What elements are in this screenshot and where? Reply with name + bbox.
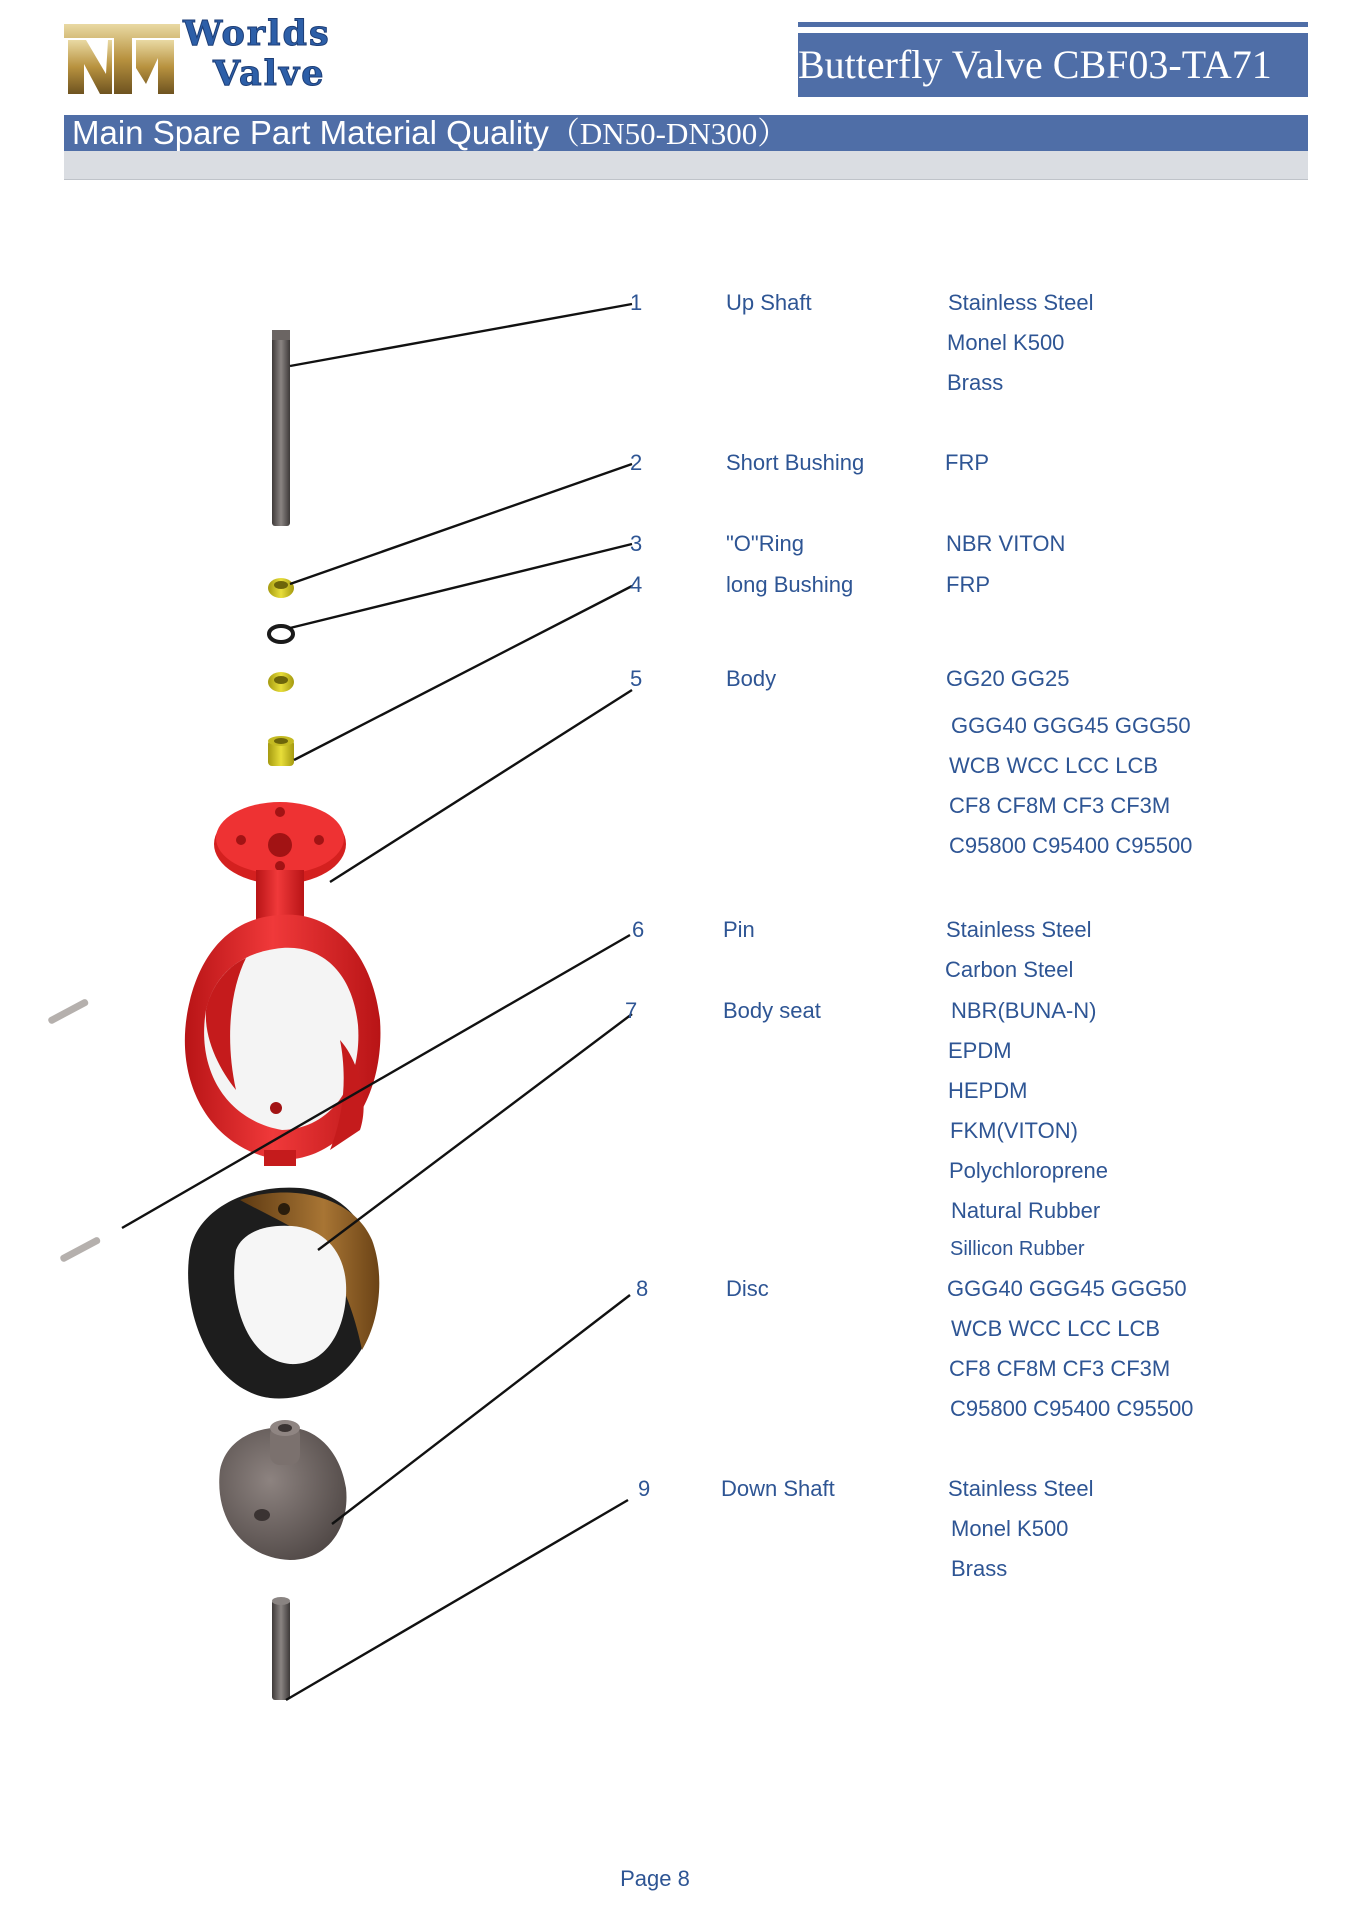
part-material: Stainless Steel: [948, 1476, 1094, 1501]
part-name: Short Bushing: [726, 450, 865, 475]
leader-line-2: [290, 464, 632, 584]
body-seat-part: [188, 1188, 379, 1399]
down-shaft-part: [272, 1597, 290, 1700]
part-material: FRP: [946, 572, 990, 597]
part-material: Carbon Steel: [945, 957, 1074, 982]
part-material: NBR(BUNA-N): [951, 998, 1097, 1023]
valve-body-part: [185, 802, 381, 1166]
part-material: FRP: [945, 450, 989, 475]
bushing-part: [268, 672, 294, 692]
o-ring-part: [269, 626, 293, 642]
part-material: Brass: [951, 1556, 1008, 1581]
short-bushing-part: [268, 578, 294, 598]
leader-line-4: [294, 586, 632, 760]
part-name: Body seat: [723, 998, 821, 1023]
part-number: 2: [630, 450, 643, 475]
part-name: "O"Ring: [726, 531, 804, 556]
logo-line-1: Worlds: [183, 13, 331, 54]
part-material: Stainless Steel: [946, 917, 1092, 942]
part-material: NBR VITON: [946, 531, 1066, 556]
page-number: Page 8: [620, 1866, 690, 1891]
part-number: 9: [638, 1476, 651, 1501]
pin-part: [59, 1236, 101, 1263]
part-name: Pin: [723, 917, 755, 942]
part-number: 6: [632, 917, 645, 942]
part-material: C95800 C95400 C95500: [949, 833, 1193, 858]
part-name: Disc: [726, 1276, 769, 1301]
leader-line-8: [332, 1295, 630, 1524]
part-number: 5: [630, 666, 643, 691]
part-number: 4: [630, 572, 643, 597]
part-material: Sillicon Rubber: [950, 1238, 1085, 1260]
part-material: CF8 CF8M CF3 CF3M: [949, 1356, 1171, 1381]
section-range: （DN50-DN300）: [548, 116, 789, 151]
part-number: 3: [630, 531, 643, 556]
part-number: 8: [636, 1276, 649, 1301]
part-material: Polychloroprene: [949, 1158, 1108, 1183]
section-title: Main Spare Part Material Quality: [72, 114, 549, 151]
part-material: Stainless Steel: [948, 290, 1094, 315]
part-material: EPDM: [948, 1038, 1012, 1063]
disc-part: [219, 1420, 346, 1560]
leader-line-1: [290, 304, 632, 366]
part-name: Up Shaft: [726, 290, 812, 315]
part-material: GGG40 GGG45 GGG50: [947, 1276, 1187, 1301]
pin-part: [47, 998, 89, 1025]
part-material: CF8 CF8M CF3 CF3M: [949, 793, 1171, 818]
logo-line-2: Valve: [213, 53, 326, 94]
part-material: GGG40 GGG45 GGG50: [951, 713, 1191, 738]
part-material: WCB WCC LCC LCB: [951, 1316, 1161, 1341]
part-material: Natural Rubber: [951, 1198, 1101, 1223]
part-name: long Bushing: [726, 572, 854, 597]
part-material: Brass: [947, 370, 1004, 395]
part-material: HEPDM: [948, 1078, 1028, 1103]
up-shaft-part: [272, 330, 290, 526]
part-material: FKM(VITON): [950, 1118, 1078, 1143]
part-material: Monel K500: [951, 1516, 1069, 1541]
part-number: 7: [625, 998, 638, 1023]
part-material: WCB WCC LCC LCB: [949, 753, 1159, 778]
leader-line-3: [290, 544, 632, 628]
document-title: Butterfly Valve CBF03-TA71: [798, 33, 1308, 97]
part-number: 1: [630, 290, 643, 315]
part-material: C95800 C95400 C95500: [950, 1396, 1194, 1421]
part-name: Body: [726, 666, 777, 691]
long-bushing-part: [268, 736, 294, 766]
part-material: Monel K500: [947, 330, 1065, 355]
part-material: GG20 GG25: [946, 666, 1070, 691]
part-name: Down Shaft: [721, 1476, 835, 1501]
